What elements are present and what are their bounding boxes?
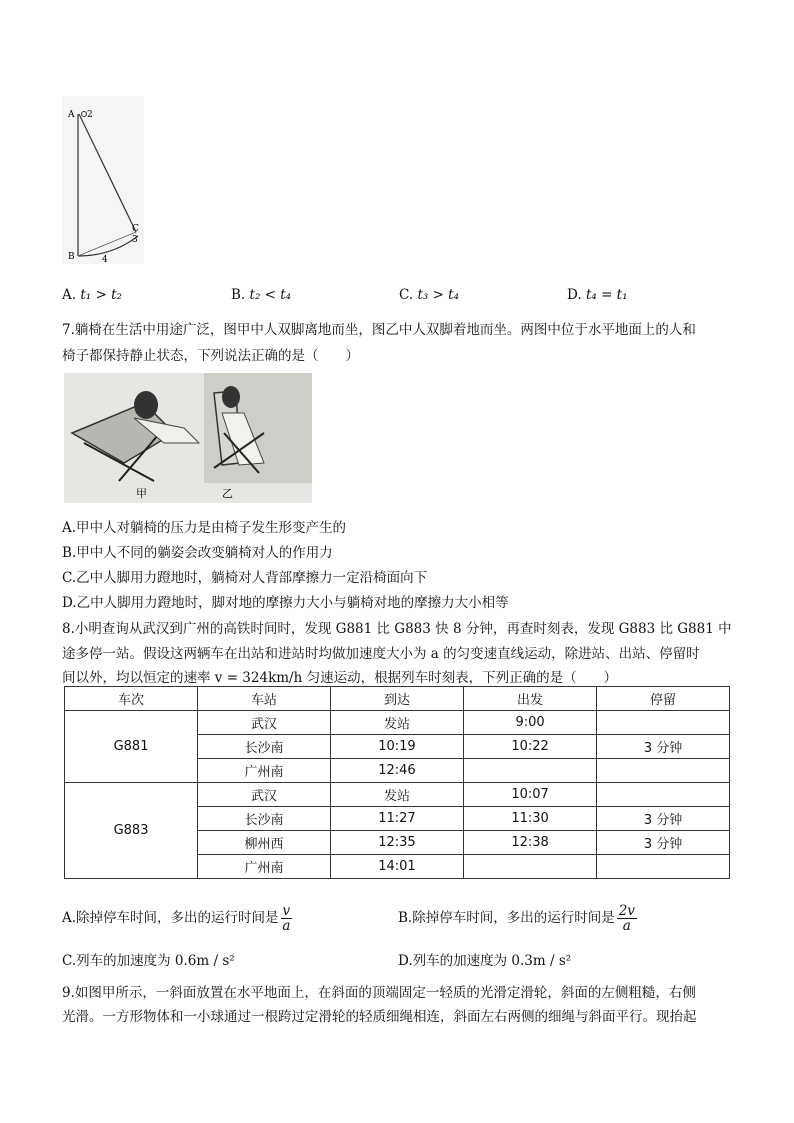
cell: 11:30 xyxy=(464,807,597,831)
cell: 广州南 xyxy=(198,855,331,879)
cell: 3 分钟 xyxy=(597,831,730,855)
cell: 长沙南 xyxy=(198,735,331,759)
train-name: G883 xyxy=(65,783,198,879)
header-train: 车次 xyxy=(65,687,198,711)
train-name: G881 xyxy=(65,711,198,783)
cell: 12:46 xyxy=(330,759,463,783)
table-header-row xyxy=(65,687,730,711)
cell: 14:01 xyxy=(330,855,463,879)
label-4: 4 xyxy=(102,255,108,264)
header-depart: 出发 xyxy=(464,687,597,711)
cell: 广州南 xyxy=(198,759,331,783)
cell xyxy=(597,759,730,783)
q6-option-c: C. t₃ > t₄ xyxy=(399,287,460,303)
q8-option-d: D.列车的加速度为 0.3m / s² xyxy=(398,953,572,969)
cell xyxy=(597,711,730,735)
cell xyxy=(597,855,730,879)
cell: 长沙南 xyxy=(198,807,331,831)
photo-label-jia: 甲 xyxy=(136,487,147,500)
cell: 12:38 xyxy=(464,831,597,855)
q8-option-c: C.列车的加速度为 0.6m / s² xyxy=(62,953,235,969)
fraction-2v-over-a: $\frac{2v}{a}$ xyxy=(618,903,635,934)
cell xyxy=(464,855,597,879)
pendulum-figure xyxy=(62,96,144,264)
cell: 3 分钟 xyxy=(597,807,730,831)
table-row xyxy=(65,783,730,807)
q8-stem-line1: 8.小明查询从武汉到广州的高铁时间时，发现 G881 比 G883 快 8 分钟，再查时刻表，发现 G883 比 G881 中 xyxy=(62,621,732,637)
cell: 发站 xyxy=(330,783,463,807)
cell: 10:07 xyxy=(464,783,597,807)
cell: 柳州西 xyxy=(198,831,331,855)
q7-stem-line1: 7.躺椅在生活中用途广泛，图甲中人双脚离地而坐，图乙中人双脚着地而坐。两图中位于水平地面上的人和 xyxy=(62,322,696,338)
q8-stem-line2: 途多停一站。假设这两辆车在出站和进站时均做加速度大小为 a 的匀变速直线运动，除进站、出站、停留时 xyxy=(62,646,700,662)
cell: 10:22 xyxy=(464,735,597,759)
label-2: 2 xyxy=(87,110,93,120)
q6-option-d: D. t₄ = t₁ xyxy=(567,287,628,303)
label-B: B xyxy=(68,252,75,262)
q7-option-b: B.甲中人不同的躺姿会改变躺椅对人的作用力 xyxy=(62,545,333,561)
q9-stem-line1: 9.如图甲所示，一斜面放置在水平地面上，在斜面的顶端固定一轻质的光滑定滑轮，斜面的左侧粗糙，右侧 xyxy=(62,985,696,1001)
q8-option-b: B.除掉停车时间，多出的运行时间是 $\frac{2v}{a}$ xyxy=(398,903,635,934)
q9-stem-line2: 光滑。一方形物体和一小球通过一根跨过定滑轮的轻质细绳相连，斜面左右两侧的细绳与斜面平行。现抬起 xyxy=(62,1009,697,1025)
table-row xyxy=(65,711,730,735)
q6-options xyxy=(62,287,742,305)
header-station: 车站 xyxy=(198,687,331,711)
q7-option-c: C.乙中人脚用力蹬地时，躺椅对人背部摩擦力一定沿椅面向下 xyxy=(62,570,428,586)
header-stay: 停留 xyxy=(597,687,730,711)
label-A: A xyxy=(68,110,75,120)
q7-stem-line2: 椅子都保持静止状态，下列说法正确的是（ ） xyxy=(62,348,359,364)
q7-option-d: D.乙中人脚用力蹬地时，脚对地的摩擦力大小与躺椅对地的摩擦力大小相等 xyxy=(62,595,509,611)
q6-option-a: A. t₁ > t₂ xyxy=(62,287,122,303)
fraction-v-over-a: $\frac{v}{a}$ xyxy=(282,903,291,934)
cell: 武汉 xyxy=(198,783,331,807)
cell xyxy=(597,783,730,807)
label-C: C xyxy=(132,224,139,234)
cell: 3 分钟 xyxy=(597,735,730,759)
cell: 12:35 xyxy=(330,831,463,855)
q7-option-a: A.甲中人对躺椅的压力是由椅子发生形变产生的 xyxy=(62,520,347,536)
cell xyxy=(464,759,597,783)
cell: 9:00 xyxy=(464,711,597,735)
cell: 10:19 xyxy=(330,735,463,759)
cell: 武汉 xyxy=(198,711,331,735)
header-arrive: 到达 xyxy=(330,687,463,711)
cell: 发站 xyxy=(330,711,463,735)
label-3: 3 xyxy=(132,235,138,245)
q6-option-b: B. t₂ < t₄ xyxy=(231,287,292,303)
photo-label-yi: 乙 xyxy=(222,487,233,500)
q8-option-a: A.除掉停车时间，多出的运行时间是 $\frac{v}{a}$ xyxy=(62,903,291,934)
train-timetable xyxy=(64,686,730,879)
cell: 11:27 xyxy=(330,807,463,831)
lounge-chair-photo xyxy=(64,373,312,503)
q8-stem-line3: 间以外，均以恒定的速率 v = 324km/h 匀速运动，根据列车时刻表，下列正确的是（ ） xyxy=(62,670,618,686)
